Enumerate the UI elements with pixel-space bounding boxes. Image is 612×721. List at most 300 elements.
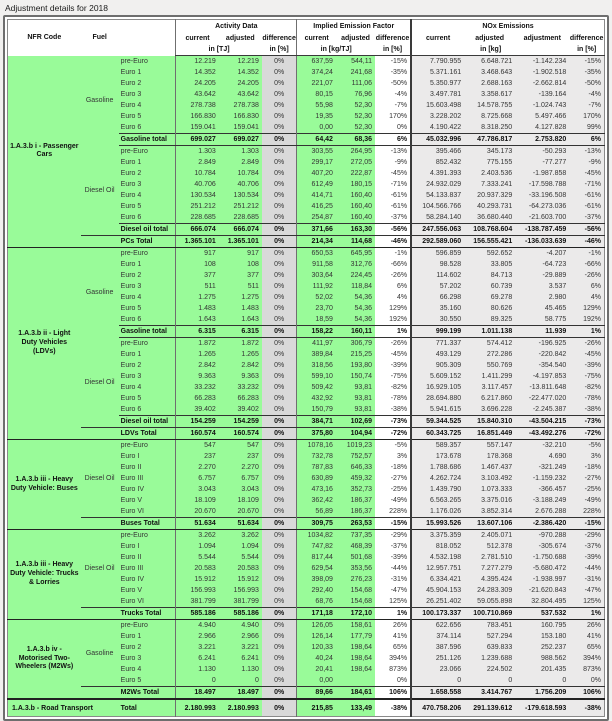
activity-adjusted-cell: 278.738 xyxy=(219,100,262,111)
nox-current-cell: 247.556.063 xyxy=(411,224,464,236)
tech-cell: pre-Euro xyxy=(119,338,176,350)
tech-cell: Euro 5 xyxy=(119,393,176,404)
tech-cell: Euro 2 xyxy=(119,270,176,281)
nox-current-cell: 5.350.977 xyxy=(411,78,464,89)
nox-current-cell: 54.133.837 xyxy=(411,190,464,201)
nox-current-cell: 35.160 xyxy=(411,303,464,314)
activity-difference-cell: 0% xyxy=(262,134,297,146)
ief-current-cell: 303,64 xyxy=(297,270,336,281)
ief-current-cell: 126,14 xyxy=(297,631,336,642)
activity-difference-cell: 0% xyxy=(262,675,297,687)
ief-difference-cell: 1% xyxy=(375,608,411,620)
nox-current-cell: 999.199 xyxy=(411,326,464,338)
activity-current-cell: 228.685 xyxy=(176,212,219,224)
ief-current-cell: 64,42 xyxy=(297,134,336,146)
nox-adjustment-cell: -1.750.688 xyxy=(515,552,569,563)
ief-difference-cell: -45% xyxy=(375,349,411,360)
activity-adjusted-cell: 24.205 xyxy=(219,78,262,89)
nox-adjustment-cell: 32.804.495 xyxy=(515,596,569,608)
activity-difference-cell: 0% xyxy=(262,56,297,68)
nox-adjusted-cell: 7.333.241 xyxy=(464,179,515,190)
nox-current-cell: 57.202 xyxy=(411,281,464,292)
grand-total-row xyxy=(8,699,605,717)
ief-current-cell: 599,10 xyxy=(297,371,336,382)
ief-current-cell: 732,78 xyxy=(297,451,336,462)
activity-difference-cell: 0% xyxy=(262,653,297,664)
nox-difference-cell: -25% xyxy=(569,484,604,495)
activity-current-cell: 699.027 xyxy=(176,134,219,146)
activity-current-cell: 666.074 xyxy=(176,224,219,236)
ief-current-cell: 68,76 xyxy=(297,596,336,608)
activity-current-cell: 1.130 xyxy=(176,664,219,675)
tech-cell: Euro V xyxy=(119,585,176,596)
activity-current-cell: 6.241 xyxy=(176,653,219,664)
nox-current-cell: 395.466 xyxy=(411,146,464,158)
nox-adjustment-cell: -43.492.276 xyxy=(515,428,569,440)
tech-cell: Euro 2 xyxy=(119,168,176,179)
nox-adjustment-cell: 153.180 xyxy=(515,631,569,642)
activity-current-cell: 10.784 xyxy=(176,168,219,179)
section-total-row xyxy=(8,518,605,530)
nox-current-cell: 58.284.140 xyxy=(411,212,464,224)
table-row xyxy=(8,146,605,158)
header-ief-difference: difference xyxy=(375,32,411,44)
nox-adjustment-cell: -1.024.743 xyxy=(515,100,569,111)
ief-difference-cell: -5% xyxy=(375,440,411,452)
activity-difference-cell: 0% xyxy=(262,620,297,632)
ief-difference-cell: -29% xyxy=(375,530,411,542)
ief-difference-cell: 6% xyxy=(375,281,411,292)
ief-adjusted-cell: 54,36 xyxy=(336,292,375,303)
activity-adjusted-cell: 159.041 xyxy=(219,122,262,134)
activity-adjusted-cell: 15.912 xyxy=(219,574,262,585)
ief-difference-cell: -61% xyxy=(375,190,411,201)
header-group-activity: Activity Data xyxy=(176,20,297,33)
nox-adjustment-cell: -220.842 xyxy=(515,349,569,360)
total-label-cell: Diesel oil total xyxy=(119,416,176,428)
ief-difference-cell: 106% xyxy=(375,687,411,700)
nox-adjustment-cell: -77.277 xyxy=(515,157,569,168)
activity-difference-cell: 0% xyxy=(262,67,297,78)
ief-adjusted-cell: 352,73 xyxy=(336,484,375,495)
activity-difference-cell: 0% xyxy=(262,596,297,608)
nox-adjusted-cell: 3.375.016 xyxy=(464,495,515,506)
nox-difference-cell: -29% xyxy=(569,530,604,542)
activity-current-cell: 1.872 xyxy=(176,338,219,350)
ief-difference-cell: -1% xyxy=(375,248,411,260)
ief-difference-cell: 228% xyxy=(375,506,411,518)
nox-adjusted-cell: 59.055.898 xyxy=(464,596,515,608)
tech-cell: Euro 3 xyxy=(119,371,176,382)
ief-adjusted-cell: 54,36 xyxy=(336,314,375,326)
nox-adjustment-cell: -196.925 xyxy=(515,338,569,350)
table-body xyxy=(8,56,605,717)
ief-adjusted-cell: 306,79 xyxy=(336,338,375,350)
activity-difference-cell: 0% xyxy=(262,224,297,236)
nox-current-cell: 1.176.026 xyxy=(411,506,464,518)
nox-adjusted-cell: 0 xyxy=(464,675,515,687)
activity-current-cell: 377 xyxy=(176,270,219,281)
ief-adjusted-cell: 133,49 xyxy=(336,699,375,717)
activity-difference-cell: 0% xyxy=(262,349,297,360)
ief-difference-cell: 6% xyxy=(375,134,411,146)
ief-adjusted-cell: 312,76 xyxy=(336,259,375,270)
nox-current-cell: 6.563.265 xyxy=(411,495,464,506)
nox-adjusted-cell: 3.117.457 xyxy=(464,382,515,393)
activity-adjusted-cell: 4.940 xyxy=(219,620,262,632)
ief-difference-cell: -37% xyxy=(375,212,411,224)
tech-cell: Euro 1 xyxy=(119,349,176,360)
activity-difference-cell: 0% xyxy=(262,416,297,428)
ief-adjusted-cell: 114,68 xyxy=(336,236,375,248)
nox-adjusted-cell: 47.786.817 xyxy=(464,134,515,146)
ief-adjusted-cell: 737,35 xyxy=(336,530,375,542)
activity-difference-cell: 0% xyxy=(262,314,297,326)
activity-difference-cell: 0% xyxy=(262,201,297,212)
activity-difference-cell: 0% xyxy=(262,393,297,404)
nox-current-cell: 28.694.880 xyxy=(411,393,464,404)
activity-difference-cell: 0% xyxy=(262,664,297,675)
nox-current-cell: 852.432 xyxy=(411,157,464,168)
ief-difference-cell: -13% xyxy=(375,146,411,158)
activity-difference-cell: 0% xyxy=(262,563,297,574)
ief-difference-cell: -66% xyxy=(375,259,411,270)
fuel-cell xyxy=(81,687,119,700)
ief-current-cell: 787,83 xyxy=(297,462,336,473)
nox-adjusted-cell: 84.713 xyxy=(464,270,515,281)
nox-current-cell: 4.391.393 xyxy=(411,168,464,179)
nox-adjustment-cell: -366.457 xyxy=(515,484,569,495)
ief-current-cell: 612,49 xyxy=(297,179,336,190)
activity-current-cell: 156.993 xyxy=(176,585,219,596)
nox-adjustment-cell: -136.033.639 xyxy=(515,236,569,248)
nox-adjustment-cell: -1.938.997 xyxy=(515,574,569,585)
header-ief-unit: in [kg/TJ] xyxy=(297,44,375,56)
activity-difference-cell: 0% xyxy=(262,168,297,179)
activity-current-cell: 278.738 xyxy=(176,100,219,111)
header-nox-current: current xyxy=(411,32,464,44)
activity-adjusted-cell: 2.842 xyxy=(219,360,262,371)
nox-difference-cell: -39% xyxy=(569,360,604,371)
nox-difference-cell: -31% xyxy=(569,574,604,585)
ief-adjusted-cell: 160,11 xyxy=(336,326,375,338)
ief-difference-cell: -46% xyxy=(375,236,411,248)
ief-adjusted-cell xyxy=(336,675,375,687)
activity-adjusted-cell: 1.872 xyxy=(219,338,262,350)
nox-adjustment-cell: 252.237 xyxy=(515,642,569,653)
activity-current-cell: 3.221 xyxy=(176,642,219,653)
activity-current-cell: 20.670 xyxy=(176,506,219,518)
header-ief-diff-unit: in [%] xyxy=(375,44,411,56)
ief-current-cell: 126,05 xyxy=(297,620,336,632)
ief-difference-cell: -37% xyxy=(375,541,411,552)
ief-difference-cell: -71% xyxy=(375,179,411,190)
nox-current-cell: 771.337 xyxy=(411,338,464,350)
activity-adjusted-cell: 228.685 xyxy=(219,212,262,224)
activity-current-cell: 6.757 xyxy=(176,473,219,484)
nox-difference-cell: 170% xyxy=(569,111,604,122)
nox-adjusted-cell: 2.405.071 xyxy=(464,530,515,542)
nox-adjusted-cell: 89.325 xyxy=(464,314,515,326)
ief-current-cell: 158,22 xyxy=(297,326,336,338)
ief-difference-cell: -45% xyxy=(375,168,411,179)
fuel-cell: Gasoline xyxy=(81,620,119,687)
ief-difference-cell: -82% xyxy=(375,382,411,393)
ief-adjusted-cell: 272,05 xyxy=(336,157,375,168)
activity-current-cell: 166.830 xyxy=(176,111,219,122)
nox-adjusted-cell: 156.555.421 xyxy=(464,236,515,248)
activity-adjusted-cell: 166.830 xyxy=(219,111,262,122)
ief-difference-cell: -50% xyxy=(375,78,411,89)
nox-difference-cell: -45% xyxy=(569,349,604,360)
ief-current-cell: 120,33 xyxy=(297,642,336,653)
total-label-cell: Buses Total xyxy=(119,518,176,530)
ief-current-cell: 371,66 xyxy=(297,224,336,236)
activity-current-cell: 5.544 xyxy=(176,552,219,563)
nox-current-cell: 4.190.422 xyxy=(411,122,464,134)
activity-current-cell: 39.402 xyxy=(176,404,219,416)
table-row xyxy=(8,440,605,452)
tech-cell: Euro 4 xyxy=(119,100,176,111)
activity-difference-cell: 0% xyxy=(262,259,297,270)
ief-adjusted-cell: 198,64 xyxy=(336,664,375,675)
ief-adjusted-cell: 68,36 xyxy=(336,134,375,146)
ief-adjusted-cell: 52,30 xyxy=(336,111,375,122)
nox-difference-cell: -46% xyxy=(569,236,604,248)
ief-current-cell: 299,17 xyxy=(297,157,336,168)
activity-adjusted-cell: 1.643 xyxy=(219,314,262,326)
nox-adjustment-cell: 160.795 xyxy=(515,620,569,632)
ief-current-cell: 55,98 xyxy=(297,100,336,111)
nox-adjustment-cell: -2.662.814 xyxy=(515,78,569,89)
nox-difference-cell: -9% xyxy=(569,157,604,168)
nox-adjusted-cell: 1.239.688 xyxy=(464,653,515,664)
ief-difference-cell: -15% xyxy=(375,56,411,68)
ief-current-cell: 20,41 xyxy=(297,664,336,675)
ief-current-cell: 407,20 xyxy=(297,168,336,179)
nox-difference-cell: -35% xyxy=(569,67,604,78)
fuel-cell xyxy=(81,236,119,248)
nox-current-cell: 905.309 xyxy=(411,360,464,371)
nox-difference-cell: 394% xyxy=(569,653,604,664)
fuel-cell xyxy=(81,608,119,620)
activity-difference-cell: 0% xyxy=(262,552,297,563)
activity-current-cell: 66.283 xyxy=(176,393,219,404)
fuel-cell: Gasoline xyxy=(81,56,119,146)
ief-current-cell: 80,15 xyxy=(297,89,336,100)
activity-adjusted-cell: 43.642 xyxy=(219,89,262,100)
nox-difference-cell: -73% xyxy=(569,416,604,428)
tech-cell: Euro 3 xyxy=(119,179,176,190)
nox-adjusted-cell: 3.358.617 xyxy=(464,89,515,100)
ief-adjusted-cell: 163,30 xyxy=(336,224,375,236)
tech-cell: Euro 6 xyxy=(119,212,176,224)
tech-cell: Euro 2 xyxy=(119,78,176,89)
nox-current-cell: 60.343.725 xyxy=(411,428,464,440)
nox-current-cell: 6.334.421 xyxy=(411,574,464,585)
ief-difference-cell: 125% xyxy=(375,596,411,608)
tech-cell: pre-Euro xyxy=(119,56,176,68)
tech-cell: Euro 2 xyxy=(119,642,176,653)
nox-adjustment-cell: -138.787.459 xyxy=(515,224,569,236)
nox-adjusted-cell: 592.652 xyxy=(464,248,515,260)
activity-current-cell: 4.940 xyxy=(176,620,219,632)
activity-difference-cell: 0% xyxy=(262,190,297,201)
total-label-cell: Gasoline total xyxy=(119,326,176,338)
ief-difference-cell: -7% xyxy=(375,100,411,111)
nox-adjustment-cell: 4.127.828 xyxy=(515,122,569,134)
activity-adjusted-cell: 160.574 xyxy=(219,428,262,440)
tech-cell: Euro 5 xyxy=(119,303,176,314)
activity-current-cell: 547 xyxy=(176,440,219,452)
ief-current-cell: 0,00 xyxy=(297,122,336,134)
nox-adjusted-cell: 8.318.250 xyxy=(464,122,515,134)
activity-difference-cell: 0% xyxy=(262,292,297,303)
nox-current-cell: 100.173.337 xyxy=(411,608,464,620)
activity-current-cell: 159.041 xyxy=(176,122,219,134)
nox-current-cell: 374.114 xyxy=(411,631,464,642)
ief-difference-cell: 26% xyxy=(375,620,411,632)
nox-current-cell: 98.528 xyxy=(411,259,464,270)
nox-current-cell: 15.993.526 xyxy=(411,518,464,530)
tech-cell: Euro VI xyxy=(119,506,176,518)
ief-current-cell: 89,66 xyxy=(297,687,336,700)
nox-adjusted-cell: 775.155 xyxy=(464,157,515,168)
activity-difference-cell: 0% xyxy=(262,100,297,111)
nox-current-cell: 3.375.359 xyxy=(411,530,464,542)
ief-difference-cell: 3% xyxy=(375,451,411,462)
ief-adjusted-cell: 177,79 xyxy=(336,631,375,642)
activity-adjusted-cell: 6.757 xyxy=(219,473,262,484)
ief-current-cell: 911,58 xyxy=(297,259,336,270)
fuel-cell: Diesel Oil xyxy=(81,338,119,428)
tech-cell: Euro 3 xyxy=(119,281,176,292)
ief-current-cell: 374,24 xyxy=(297,67,336,78)
header-ief-current: current xyxy=(297,32,336,44)
ief-adjusted-cell: 172,10 xyxy=(336,608,375,620)
ief-current-cell: 1034,82 xyxy=(297,530,336,542)
ief-current-cell: 318,56 xyxy=(297,360,336,371)
ief-adjusted-cell: 241,68 xyxy=(336,67,375,78)
nox-current-cell: 104.566.766 xyxy=(411,201,464,212)
activity-current-cell: 160.574 xyxy=(176,428,219,440)
ief-current-cell: 52,02 xyxy=(297,292,336,303)
activity-current-cell: 3.262 xyxy=(176,530,219,542)
activity-difference-cell: 0% xyxy=(262,248,297,260)
tech-cell: Euro 1 xyxy=(119,631,176,642)
nox-adjustment-cell: -1.159.232 xyxy=(515,473,569,484)
activity-difference-cell: 0% xyxy=(262,574,297,585)
activity-adjusted-cell: 20.670 xyxy=(219,506,262,518)
fuel-cell xyxy=(81,428,119,440)
ief-current-cell: 18,59 xyxy=(297,314,336,326)
nox-difference-cell: 0% xyxy=(569,675,604,687)
nox-adjusted-cell: 3.696.228 xyxy=(464,404,515,416)
activity-adjusted-cell: 666.074 xyxy=(219,224,262,236)
activity-adjusted-cell: 547 xyxy=(219,440,262,452)
nox-adjustment-cell: 3.537 xyxy=(515,281,569,292)
nox-difference-cell: 1% xyxy=(569,608,604,620)
ief-current-cell: 637,59 xyxy=(297,56,336,68)
ief-difference-cell: -49% xyxy=(375,495,411,506)
nox-adjustment-cell: 1.756.209 xyxy=(515,687,569,700)
header-group-ief: Implied Emission Factor xyxy=(297,20,411,33)
nox-adjusted-cell: 512.378 xyxy=(464,541,515,552)
nox-current-cell: 12.957.751 xyxy=(411,563,464,574)
nox-difference-cell: -44% xyxy=(569,563,604,574)
ief-current-cell: 303,55 xyxy=(297,146,336,158)
ief-adjusted-cell: 160,40 xyxy=(336,201,375,212)
nox-difference-cell: 106% xyxy=(569,687,604,700)
section-total-row xyxy=(8,236,605,248)
activity-current-cell: 18.109 xyxy=(176,495,219,506)
ief-difference-cell: -39% xyxy=(375,552,411,563)
table-header xyxy=(8,20,605,56)
nox-difference-cell: 125% xyxy=(569,596,604,608)
ief-adjusted-cell: 468,39 xyxy=(336,541,375,552)
activity-adjusted-cell: 1.483 xyxy=(219,303,262,314)
activity-difference-cell: 0% xyxy=(262,462,297,473)
nox-difference-cell: 4% xyxy=(569,292,604,303)
tech-cell: pre-Euro xyxy=(119,620,176,632)
section-total-row xyxy=(8,687,605,700)
nox-current-cell: 45.904.153 xyxy=(411,585,464,596)
nox-adjustment-cell: 988.562 xyxy=(515,653,569,664)
nox-adjustment-cell: -1.987.858 xyxy=(515,168,569,179)
activity-adjusted-cell: 14.352 xyxy=(219,67,262,78)
ief-adjusted-cell: 1019,23 xyxy=(336,440,375,452)
ief-adjusted-cell: 193,80 xyxy=(336,360,375,371)
ief-current-cell: 416,25 xyxy=(297,201,336,212)
ief-difference-cell: -72% xyxy=(375,428,411,440)
nox-adjustment-cell: -305.674 xyxy=(515,541,569,552)
ief-current-cell: 411,97 xyxy=(297,338,336,350)
nox-adjustment-cell: -64.273.036 xyxy=(515,201,569,212)
ief-difference-cell: 873% xyxy=(375,664,411,675)
ief-difference-cell: -56% xyxy=(375,224,411,236)
ief-current-cell: 292,40 xyxy=(297,585,336,596)
activity-difference-cell: 0% xyxy=(262,281,297,292)
tech-cell: Euro 3 xyxy=(119,89,176,100)
ief-adjusted-cell: 154,68 xyxy=(336,596,375,608)
total-label-cell: PCs Total xyxy=(119,236,176,248)
nox-difference-cell: -56% xyxy=(569,224,604,236)
ief-adjusted-cell: 186,37 xyxy=(336,506,375,518)
ief-difference-cell: -15% xyxy=(375,518,411,530)
ief-adjusted-cell: 752,57 xyxy=(336,451,375,462)
nox-adjusted-cell: 15.840.310 xyxy=(464,416,515,428)
nox-current-cell: 45.032.996 xyxy=(411,134,464,146)
activity-difference-cell: 0% xyxy=(262,608,297,620)
activity-current-cell: 251.212 xyxy=(176,201,219,212)
nox-adjustment-cell: -970.288 xyxy=(515,530,569,542)
ief-difference-cell: -38% xyxy=(375,404,411,416)
nox-adjusted-cell: 574.412 xyxy=(464,338,515,350)
nfr-code-cell: 1.A.3.b - Road Transport xyxy=(8,699,119,717)
activity-difference-cell: 0% xyxy=(262,111,297,122)
ief-difference-cell: 394% xyxy=(375,653,411,664)
nox-adjusted-cell: 1.073.333 xyxy=(464,484,515,495)
nox-adjustment-cell: -4.197.853 xyxy=(515,371,569,382)
nox-adjustment-cell: -21.620.843 xyxy=(515,585,569,596)
nox-current-cell: 596.859 xyxy=(411,248,464,260)
nox-adjustment-cell: -13.811.648 xyxy=(515,382,569,393)
ief-current-cell: 40,24 xyxy=(297,653,336,664)
tech-cell: Euro 5 xyxy=(119,201,176,212)
nox-adjusted-cell: 8.725.668 xyxy=(464,111,515,122)
nox-current-cell: 5.609.152 xyxy=(411,371,464,382)
tech-cell: Euro 1 xyxy=(119,67,176,78)
